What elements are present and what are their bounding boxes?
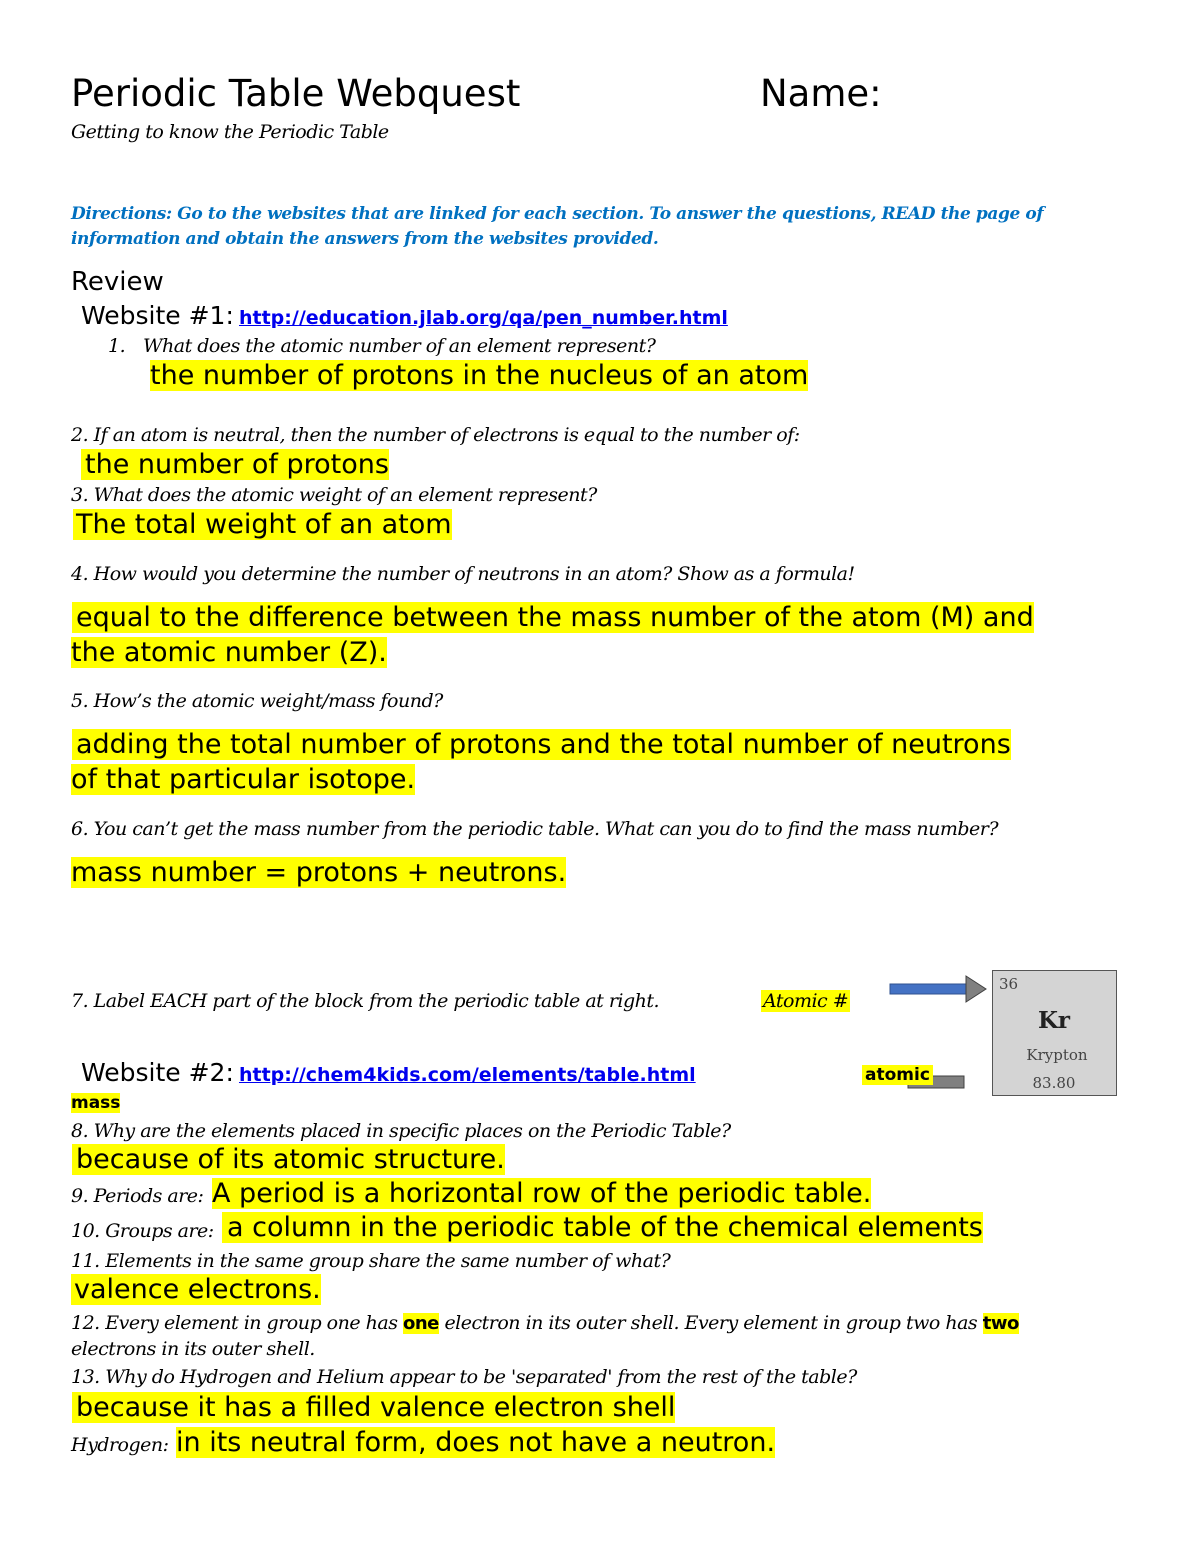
question-3: 3. What does the atomic weight of an element represent? (71, 484, 597, 506)
question-11: 11. Elements in the same group share the same number of what? (71, 1250, 671, 1272)
hydrogen-label: Hydrogen: (71, 1434, 169, 1456)
answer-1: the number of protons in the nucleus of an atom (150, 360, 809, 391)
question-4: 4. How would you determine the number of neutrons in an atom? Show as a formula! (71, 563, 855, 585)
website-1-label: Website #1: (81, 301, 234, 330)
label-atomic-mass-continued: mass (71, 1093, 121, 1113)
question-12-fill-2: two (982, 1313, 1019, 1334)
website-1-link[interactable]: http://education.jlab.org/qa/pen_number.html (238, 307, 728, 329)
answer-6: mass number = protons + neutrons. (71, 857, 567, 888)
answer-5-line-2: of that particular isotope. (71, 764, 416, 795)
element-number: 36 (999, 975, 1019, 993)
answer-3: The total weight of an atom (73, 509, 452, 540)
label-atomic-number: Atomic # (763, 990, 849, 1012)
answer-4-line-1: equal to the difference between the mass number of the atom (M) and (72, 602, 1034, 633)
page-title: Periodic Table Webquest (71, 72, 521, 115)
element-name: Krypton (1026, 1046, 1088, 1064)
answer-10: a column in the periodic table of the chemical elements (222, 1212, 983, 1243)
website-2-link[interactable]: http://chem4kids.com/elements/table.html (238, 1064, 696, 1086)
question-10: 10. Groups are: (71, 1220, 214, 1242)
website-2-label: Website #2: (81, 1058, 234, 1087)
question-1-number: 1. (108, 335, 126, 357)
question-8: 8. Why are the elements placed in specific places on the Periodic Table? (71, 1120, 731, 1142)
question-6: 6. You can’t get the mass number from the periodic table. What can you do to find the mass number? (71, 818, 999, 840)
question-13: 13. Why do Hydrogen and Helium appear to be 'separated' from the rest of the table? (71, 1366, 857, 1388)
name-label: Name: (760, 72, 882, 115)
question-9: 9. Periods are: (71, 1185, 204, 1207)
label-atomic-mass: atomic (862, 1065, 933, 1085)
question-2: 2. If an atom is neutral, then the number of electrons is equal to the number of: (71, 424, 800, 446)
answer-11: valence electrons. (71, 1274, 321, 1305)
page-subtitle: Getting to know the Periodic Table (71, 121, 389, 143)
answer-8: because of its atomic structure. (72, 1144, 505, 1175)
review-heading: Review (71, 267, 164, 297)
question-12-part-2: electron in its outer shell. Every element in group two has (444, 1312, 978, 1334)
directions-line-1: Directions: Go to the websites that are linked for each section. To answer the questions, READ the page of (71, 204, 1044, 224)
answer-4-line-2: the atomic number (Z). (71, 637, 387, 668)
website-1 (81, 301, 728, 330)
element-symbol: Kr (1037, 1007, 1071, 1034)
answer-2: the number of protons (81, 449, 389, 480)
website-2 (81, 1058, 696, 1087)
element-block (992, 970, 1117, 1096)
answer-13: because it has a filled valence electron shell (72, 1392, 675, 1423)
arrow-right-icon (890, 976, 986, 1002)
directions-line-2: information and obtain the answers from the websites provided. (71, 229, 659, 249)
question-1: What does the atomic number of an element represent? (143, 335, 656, 357)
question-12-fill-1: one (403, 1313, 439, 1334)
question-12-line-2: electrons in its outer shell. (71, 1338, 315, 1360)
answer-9: A period is a horizontal row of the periodic table. (212, 1178, 872, 1209)
question-5: 5. How’s the atomic weight/mass found? (71, 690, 443, 712)
question-7: 7. Label EACH part of the block from the periodic table at right. (71, 990, 660, 1012)
answer-5-line-1: adding the total number of protons and the total number of neutrons (72, 729, 1011, 760)
hydrogen-answer: in its neutral form, does not have a neutron. (176, 1427, 776, 1458)
question-12-part-1: 12. Every element in group one has (71, 1312, 398, 1334)
question-12 (71, 1312, 1019, 1334)
element-mass: 83.80 (1032, 1074, 1076, 1092)
